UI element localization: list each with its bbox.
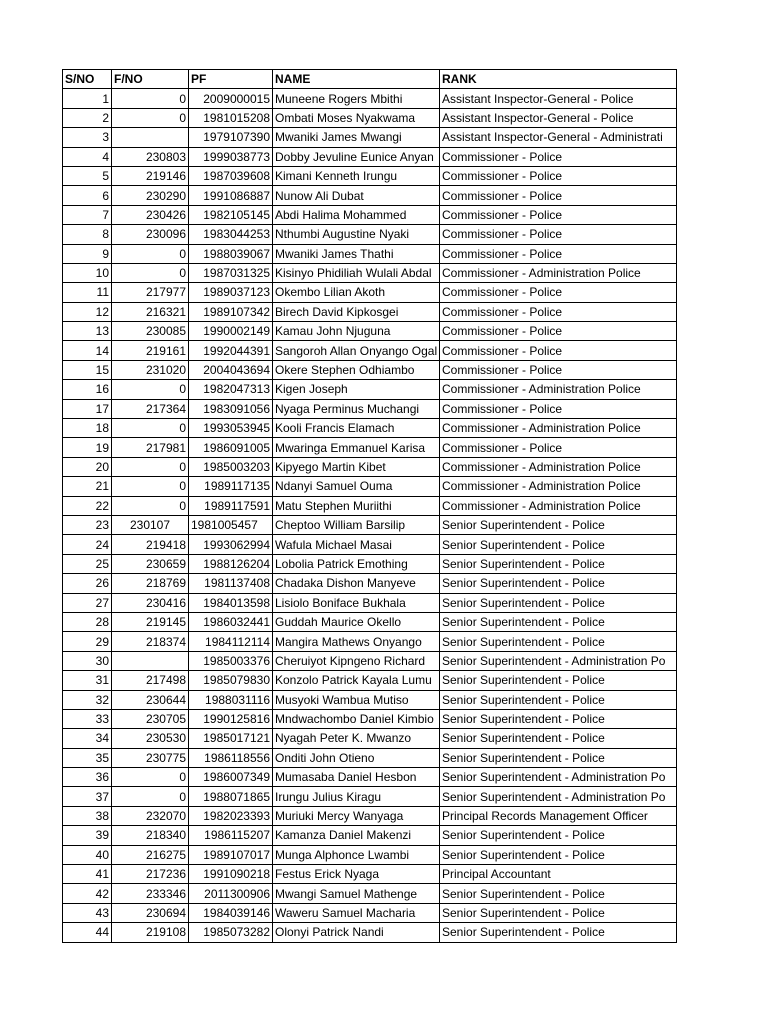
cell-rank: Senior Superintendent - Police [440, 845, 677, 864]
cell-rank: Commissioner - Police [440, 186, 677, 205]
cell-pf: 1988039067 [189, 244, 273, 263]
cell-rank: Senior Superintendent - Police [440, 574, 677, 593]
cell-pf: 1982047313 [189, 380, 273, 399]
cell-pf: 1987039608 [189, 166, 273, 185]
cell-sno: 28 [63, 612, 112, 631]
cell-fno: 0 [112, 263, 189, 282]
cell-rank: Commissioner - Administration Police [440, 496, 677, 515]
cell-rank: Commissioner - Administration Police [440, 477, 677, 496]
cell-rank: Commissioner - Administration Police [440, 263, 677, 282]
cell-rank: Senior Superintendent - Police [440, 709, 677, 728]
cell-rank: Commissioner - Administration Police [440, 380, 677, 399]
cell-sno: 26 [63, 574, 112, 593]
cell-name: Dobby Jevuline Eunice Anyan [273, 147, 440, 166]
cell-name: Kamau John Njuguna [273, 322, 440, 341]
table-row [63, 186, 677, 205]
cell-name: Mumasaba Daniel Hesbon [273, 768, 440, 787]
cell-sno: 33 [63, 709, 112, 728]
cell-fno: 216275 [112, 845, 189, 864]
cell-rank: Commissioner - Police [440, 147, 677, 166]
table-row [63, 380, 677, 399]
cell-sno: 25 [63, 554, 112, 573]
cell-pf: 1983091056 [189, 399, 273, 418]
cell-name: Sangoroh Allan Onyango Ogal [273, 341, 440, 360]
cell-pf: 1979107390 [189, 128, 273, 147]
cell-pf: 1985003376 [189, 651, 273, 670]
table-row [63, 535, 677, 554]
cell-name: Munga Alphonce Lwambi [273, 845, 440, 864]
cell-name: Mangira Mathews Onyango [273, 632, 440, 651]
table-row [63, 263, 677, 282]
cell-pf: 1999038773 [189, 147, 273, 166]
officers-table [62, 69, 677, 943]
cell-rank: Commissioner - Police [440, 283, 677, 302]
cell-sno: 40 [63, 845, 112, 864]
table-row [63, 787, 677, 806]
cell-fno: 230694 [112, 903, 189, 922]
cell-rank: Assistant Inspector-General - Administrati [440, 128, 677, 147]
cell-fno [112, 128, 189, 147]
cell-sno: 19 [63, 438, 112, 457]
cell-sno: 7 [63, 205, 112, 224]
cell-sno: 41 [63, 865, 112, 884]
cell-fno: 219146 [112, 166, 189, 185]
cell-sno: 23 [63, 515, 112, 534]
table-row [63, 554, 677, 573]
table-row [63, 729, 677, 748]
cell-pf: 1992044391 [189, 341, 273, 360]
header-rank: RANK [440, 70, 677, 89]
cell-rank: Commissioner - Police [440, 322, 677, 341]
cell-sno: 31 [63, 671, 112, 690]
cell-sno: 42 [63, 884, 112, 903]
cell-rank: Assistant Inspector-General - Police [440, 89, 677, 108]
cell-rank: Senior Superintendent - Police [440, 671, 677, 690]
cell-fno [112, 651, 189, 670]
cell-fno: 0 [112, 89, 189, 108]
table-row [63, 205, 677, 224]
cell-pf: 1989117591 [189, 496, 273, 515]
cell-pf: 1989107342 [189, 302, 273, 321]
cell-pf: 1986007349 [189, 768, 273, 787]
cell-sno: 11 [63, 283, 112, 302]
cell-name: Konzolo Patrick Kayala Lumu [273, 671, 440, 690]
cell-fno: 0 [112, 108, 189, 127]
table-row [63, 225, 677, 244]
cell-rank: Commissioner - Police [440, 244, 677, 263]
header-fno: F/NO [112, 70, 189, 89]
cell-sno: 9 [63, 244, 112, 263]
cell-sno: 4 [63, 147, 112, 166]
table-body [63, 89, 677, 942]
table-row [63, 457, 677, 476]
cell-rank: Principal Accountant [440, 865, 677, 884]
cell-rank: Commissioner - Police [440, 205, 677, 224]
cell-rank: Senior Superintendent - Police [440, 903, 677, 922]
cell-name: Kooli Francis Elamach [273, 419, 440, 438]
cell-name: Okere Stephen Odhiambo [273, 360, 440, 379]
cell-name: Olonyi Patrick Nandi [273, 923, 440, 942]
cell-sno: 35 [63, 748, 112, 767]
cell-pf: 1988031116 [189, 690, 273, 709]
cell-name: Guddah Maurice Okello [273, 612, 440, 631]
cell-name: Ombati Moses Nyakwama [273, 108, 440, 127]
table-row [63, 515, 677, 534]
cell-fno: 230426 [112, 205, 189, 224]
cell-pf: 1985079830 [189, 671, 273, 690]
table-row [63, 903, 677, 922]
cell-fno: 219108 [112, 923, 189, 942]
cell-rank: Senior Superintendent - Police [440, 535, 677, 554]
cell-fno: 219418 [112, 535, 189, 554]
table-row [63, 651, 677, 670]
cell-name: Nyaga Perminus Muchangi [273, 399, 440, 418]
cell-pf: 1989037123 [189, 283, 273, 302]
cell-fno: 218769 [112, 574, 189, 593]
cell-rank: Senior Superintendent - Police [440, 554, 677, 573]
cell-name: Nyagah Peter K. Mwanzo [273, 729, 440, 748]
table-row [63, 748, 677, 767]
cell-pf: 1991090218 [189, 865, 273, 884]
cell-name: Musyoki Wambua Mutiso [273, 690, 440, 709]
cell-pf: 1990125816 [189, 709, 273, 728]
cell-name: Nthumbi Augustine Nyaki [273, 225, 440, 244]
cell-name: Wafula Michael Masai [273, 535, 440, 554]
cell-fno: 230705 [112, 709, 189, 728]
cell-name: Cheptoo William Barsilip [273, 515, 440, 534]
cell-sno: 17 [63, 399, 112, 418]
cell-sno: 3 [63, 128, 112, 147]
table-row [63, 865, 677, 884]
table-row [63, 108, 677, 127]
cell-sno: 38 [63, 806, 112, 825]
cell-rank: Commissioner - Police [440, 360, 677, 379]
cell-fno: 230096 [112, 225, 189, 244]
table-row [63, 341, 677, 360]
cell-sno: 8 [63, 225, 112, 244]
cell-fno: 230530 [112, 729, 189, 748]
cell-fno: 0 [112, 244, 189, 263]
cell-fno: 217977 [112, 283, 189, 302]
cell-fno: 217981 [112, 438, 189, 457]
cell-pf: 1981015208 [189, 108, 273, 127]
cell-name: Kamanza Daniel Makenzi [273, 826, 440, 845]
cell-name: Muneene Rogers Mbithi [273, 89, 440, 108]
table-row [63, 283, 677, 302]
cell-sno: 44 [63, 923, 112, 942]
cell-fno: 0 [112, 419, 189, 438]
cell-name: Muriuki Mercy Wanyaga [273, 806, 440, 825]
cell-name: Lobolia Patrick Emothing [273, 554, 440, 573]
table-row [63, 360, 677, 379]
cell-rank: Senior Superintendent - Police [440, 612, 677, 631]
cell-fno: 230085 [112, 322, 189, 341]
cell-rank: Commissioner - Police [440, 302, 677, 321]
cell-fno: 0 [112, 380, 189, 399]
cell-fno: 233346 [112, 884, 189, 903]
cell-fno: 219145 [112, 612, 189, 631]
cell-sno: 1 [63, 89, 112, 108]
cell-rank: Senior Superintendent - Police [440, 884, 677, 903]
cell-fno: 216321 [112, 302, 189, 321]
cell-sno: 15 [63, 360, 112, 379]
cell-pf: 1987031325 [189, 263, 273, 282]
table-row [63, 399, 677, 418]
cell-rank: Senior Superintendent - Police [440, 515, 677, 534]
table-row [63, 574, 677, 593]
cell-name: Mwaniki James Thathi [273, 244, 440, 263]
cell-sno: 16 [63, 380, 112, 399]
cell-pf: 1982105145 [189, 205, 273, 224]
cell-name: Kigen Joseph [273, 380, 440, 399]
table-row [63, 477, 677, 496]
cell-sno: 24 [63, 535, 112, 554]
cell-name: Matu Stephen Muriithi [273, 496, 440, 515]
cell-rank: Principal Records Management Officer [440, 806, 677, 825]
cell-sno: 2 [63, 108, 112, 127]
cell-name: Festus Erick Nyaga [273, 865, 440, 884]
cell-sno: 21 [63, 477, 112, 496]
table-row [63, 147, 677, 166]
cell-rank: Commissioner - Police [440, 438, 677, 457]
table-row [63, 322, 677, 341]
cell-sno: 27 [63, 593, 112, 612]
cell-fno: 230290 [112, 186, 189, 205]
cell-name: Waweru Samuel Macharia [273, 903, 440, 922]
cell-rank: Commissioner - Police [440, 399, 677, 418]
cell-pf: 1988126204 [189, 554, 273, 573]
cell-sno: 32 [63, 690, 112, 709]
cell-fno: 230644 [112, 690, 189, 709]
cell-fno: 230416 [112, 593, 189, 612]
cell-name: Kisinyo Phidiliah Wulali Abdal [273, 263, 440, 282]
cell-pf: 1989107017 [189, 845, 273, 864]
cell-sno: 22 [63, 496, 112, 515]
cell-sno: 6 [63, 186, 112, 205]
cell-pf: 1985017121 [189, 729, 273, 748]
cell-sno: 43 [63, 903, 112, 922]
cell-pf: 2011300906 [189, 884, 273, 903]
cell-rank: Senior Superintendent - Police [440, 923, 677, 942]
cell-pf: 1983044253 [189, 225, 273, 244]
cell-fno: 0 [112, 768, 189, 787]
cell-pf: 1982023393 [189, 806, 273, 825]
cell-fno: 230659 [112, 554, 189, 573]
cell-fno: 230775 [112, 748, 189, 767]
cell-sno: 30 [63, 651, 112, 670]
table-row [63, 438, 677, 457]
cell-pf: 1981005457 [189, 515, 273, 534]
cell-name: Mwangi Samuel Mathenge [273, 884, 440, 903]
table-row [63, 884, 677, 903]
cell-rank: Senior Superintendent - Administration Po [440, 787, 677, 806]
table-row [63, 496, 677, 515]
cell-rank: Senior Superintendent - Police [440, 748, 677, 767]
cell-name: Kimani Kenneth Irungu [273, 166, 440, 185]
cell-name: Okembo Lilian Akoth [273, 283, 440, 302]
cell-sno: 36 [63, 768, 112, 787]
cell-rank: Senior Superintendent - Police [440, 729, 677, 748]
cell-rank: Senior Superintendent - Police [440, 826, 677, 845]
cell-name: Mwaringa Emmanuel Karisa [273, 438, 440, 457]
cell-pf: 1986032441 [189, 612, 273, 631]
table-row [63, 244, 677, 263]
cell-name: Mwaniki James Mwangi [273, 128, 440, 147]
table-row [63, 632, 677, 651]
cell-rank: Commissioner - Administration Police [440, 457, 677, 476]
cell-fno: 0 [112, 787, 189, 806]
cell-sno: 10 [63, 263, 112, 282]
table-row [63, 690, 677, 709]
cell-name: Chadaka Dishon Manyeve [273, 574, 440, 593]
cell-sno: 18 [63, 419, 112, 438]
table-row [63, 768, 677, 787]
cell-sno: 29 [63, 632, 112, 651]
cell-rank: Assistant Inspector-General - Police [440, 108, 677, 127]
cell-sno: 5 [63, 166, 112, 185]
cell-sno: 39 [63, 826, 112, 845]
cell-fno: 231020 [112, 360, 189, 379]
cell-pf: 1984039146 [189, 903, 273, 922]
cell-pf: 2009000015 [189, 89, 273, 108]
table-row [63, 806, 677, 825]
table-row [63, 671, 677, 690]
table-row [63, 709, 677, 728]
cell-pf: 1993062994 [189, 535, 273, 554]
cell-name: Nunow Ali Dubat [273, 186, 440, 205]
cell-fno: 230107 [112, 515, 189, 534]
cell-fno: 230803 [112, 147, 189, 166]
cell-pf: 1986091005 [189, 438, 273, 457]
cell-rank: Commissioner - Administration Police [440, 419, 677, 438]
cell-rank: Senior Superintendent - Police [440, 593, 677, 612]
table-row [63, 166, 677, 185]
cell-sno: 12 [63, 302, 112, 321]
cell-name: Irungu Julius Kiragu [273, 787, 440, 806]
cell-pf: 1991086887 [189, 186, 273, 205]
cell-fno: 218374 [112, 632, 189, 651]
table-row [63, 845, 677, 864]
header-row [63, 70, 677, 89]
cell-name: Mndwachombo Daniel Kimbio [273, 709, 440, 728]
cell-fno: 218340 [112, 826, 189, 845]
cell-name: Lisiolo Boniface Bukhala [273, 593, 440, 612]
cell-pf: 1981137408 [189, 574, 273, 593]
table-row [63, 593, 677, 612]
header-pf: PF [189, 70, 273, 89]
cell-rank: Commissioner - Police [440, 225, 677, 244]
table-row [63, 128, 677, 147]
cell-fno: 232070 [112, 806, 189, 825]
cell-name: Birech David Kipkosgei [273, 302, 440, 321]
cell-rank: Senior Superintendent - Administration Po [440, 768, 677, 787]
cell-rank: Senior Superintendent - Administration Po [440, 651, 677, 670]
cell-fno: 0 [112, 457, 189, 476]
table-row [63, 89, 677, 108]
table-row [63, 419, 677, 438]
cell-name: Ndanyi Samuel Ouma [273, 477, 440, 496]
table-row [63, 302, 677, 321]
cell-fno: 217498 [112, 671, 189, 690]
cell-pf: 1993053945 [189, 419, 273, 438]
cell-sno: 34 [63, 729, 112, 748]
cell-fno: 217236 [112, 865, 189, 884]
cell-sno: 20 [63, 457, 112, 476]
table-row [63, 923, 677, 942]
cell-sno: 14 [63, 341, 112, 360]
cell-rank: Senior Superintendent - Police [440, 690, 677, 709]
cell-sno: 13 [63, 322, 112, 341]
cell-pf: 1986118556 [189, 748, 273, 767]
cell-name: Cheruiyot Kipngeno Richard [273, 651, 440, 670]
cell-name: Abdi Halima Mohammed [273, 205, 440, 224]
cell-fno: 219161 [112, 341, 189, 360]
header-sno: S/NO [63, 70, 112, 89]
cell-rank: Commissioner - Police [440, 341, 677, 360]
table-row [63, 826, 677, 845]
cell-pf: 1984013598 [189, 593, 273, 612]
cell-pf: 1990002149 [189, 322, 273, 341]
cell-name: Kipyego Martin Kibet [273, 457, 440, 476]
cell-pf: 1989117135 [189, 477, 273, 496]
cell-rank: Senior Superintendent - Police [440, 632, 677, 651]
cell-name: Onditi John Otieno [273, 748, 440, 767]
cell-rank: Commissioner - Police [440, 166, 677, 185]
cell-pf: 1985073282 [189, 923, 273, 942]
cell-pf: 2004043694 [189, 360, 273, 379]
cell-pf: 1988071865 [189, 787, 273, 806]
table-row [63, 612, 677, 631]
cell-pf: 1986115207 [189, 826, 273, 845]
cell-sno: 37 [63, 787, 112, 806]
cell-pf: 1985003203 [189, 457, 273, 476]
header-name: NAME [273, 70, 440, 89]
cell-fno: 0 [112, 477, 189, 496]
cell-fno: 0 [112, 496, 189, 515]
cell-pf: 1984112114 [189, 632, 273, 651]
cell-fno: 217364 [112, 399, 189, 418]
